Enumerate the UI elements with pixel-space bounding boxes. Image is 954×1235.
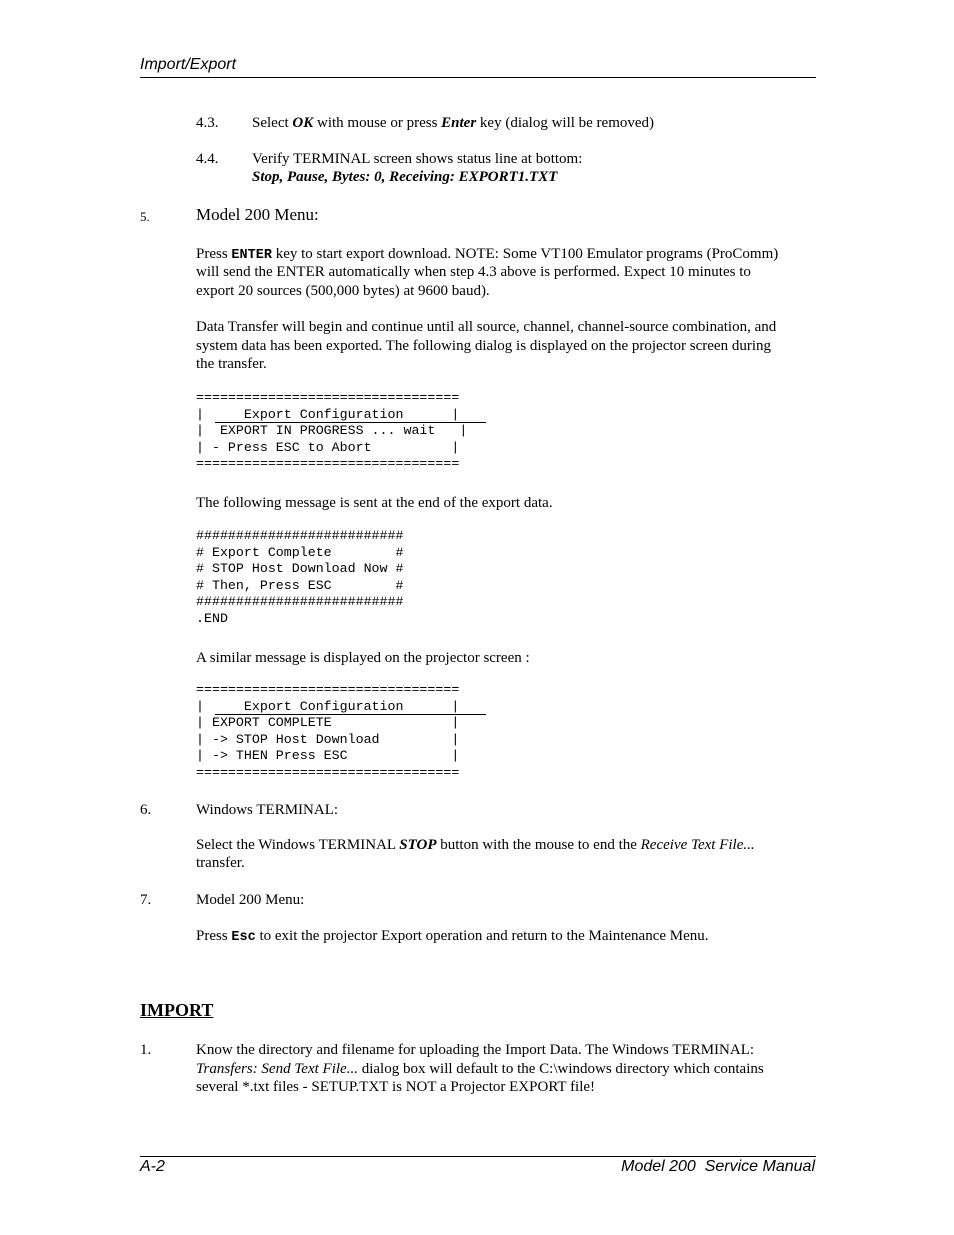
status-line-text: Stop, Pause, Bytes: 0, Receiving: EXPORT1.TXT — [252, 169, 558, 185]
message-line: ########################## — [196, 594, 404, 610]
enter-keyword: Enter — [441, 115, 477, 131]
dialog-line: ================================= — [196, 764, 460, 780]
paragraph-line: Know the directory and filename for uploading the Import Data. The Windows TERMINAL: — [196, 1042, 755, 1058]
page-header-title: Import/Export — [140, 56, 237, 73]
step-7-title: Model 200 Menu: — [196, 892, 305, 908]
header-rule — [140, 77, 816, 78]
step-number: 5. — [140, 209, 150, 224]
dialog-line: ================================= — [196, 390, 460, 405]
message-line: # Then, Press ESC # — [196, 577, 404, 593]
step-4-4-text: Verify TERMINAL screen shows status line at bottom: — [252, 151, 583, 167]
dialog-line: ================================= — [196, 456, 460, 472]
paragraph-line: Data Transfer will begin and continue until all source, channel, channel-source combination, and — [196, 319, 777, 335]
text-fragment: button with the mouse to end the — [436, 837, 641, 853]
text-fragment: key to start export download. NOTE: Some VT100 Emulator programs (ProComm) — [271, 246, 779, 262]
dialog-line: | Export Configuration | — [196, 698, 460, 714]
paragraph-line: the transfer. — [196, 356, 267, 372]
step-6-title: Windows TERMINAL: — [196, 802, 339, 818]
paragraph-line: several *.txt files - SETUP.TXT is NOT a Projector EXPORT file! — [196, 1079, 596, 1095]
text-fragment: to exit the projector Export operation and return to the Maintenance Menu. — [255, 928, 709, 944]
enter-key: ENTER — [231, 248, 272, 263]
page-number: A-2 — [140, 1158, 165, 1175]
dialog-line: | EXPORT COMPLETE | — [196, 715, 460, 731]
step-4-3-text — [252, 114, 654, 133]
step-5-title: Model 200 Menu: — [196, 205, 319, 224]
dialog-line: | -> STOP Host Download | — [196, 731, 460, 747]
dialog-title-underline — [215, 422, 486, 423]
export-complete-message — [196, 528, 403, 628]
receive-text-file-label: Receive Text File... — [640, 837, 755, 853]
manual-title: Model 200 Service Manual — [621, 1158, 815, 1175]
message-line: ########################## — [196, 528, 404, 543]
paragraph-line: The following message is sent at the end of the export data. — [196, 495, 553, 511]
paragraph-line: will send the ENTER automatically when step 4.3 above is performed. Expect 10 minutes to — [196, 264, 751, 280]
dialog-line: | -> THEN Press ESC | — [196, 748, 460, 764]
export-complete-dialog — [196, 682, 459, 782]
footer-rule — [140, 1156, 816, 1157]
paragraph-line: A similar message is displayed on the projector screen : — [196, 650, 530, 666]
message-line: .END — [196, 610, 228, 626]
paragraph-line — [196, 836, 755, 855]
dialog-line: | EXPORT IN PROGRESS ... wait | — [196, 423, 468, 439]
step-number: 4.4. — [196, 151, 219, 167]
esc-key: Esc — [231, 930, 256, 945]
message-line: # STOP Host Download Now # — [196, 561, 404, 577]
dialog-line: | - Press ESC to Abort | — [196, 439, 460, 455]
step-number: 6. — [140, 802, 152, 818]
message-line: # Export Complete # — [196, 544, 404, 560]
text-fragment: Press — [196, 928, 232, 944]
import-heading: IMPORT — [140, 1000, 214, 1020]
stop-keyword: STOP — [399, 837, 437, 853]
paragraph-line — [196, 1060, 764, 1079]
paragraph-line: export 20 sources (500,000 bytes) at 9600 baud). — [196, 283, 490, 299]
ok-keyword: OK — [292, 115, 314, 131]
text-fragment: Press — [196, 246, 232, 262]
export-progress-dialog — [196, 390, 467, 473]
paragraph-line: transfer. — [196, 855, 245, 871]
step-number: 4.3. — [196, 115, 219, 131]
paragraph-line — [196, 927, 709, 948]
text-fragment: Select the Windows TERMINAL — [196, 837, 400, 853]
paragraph-line: system data has been exported. The following dialog is displayed on the projector screen during — [196, 338, 771, 354]
text-fragment: key (dialog will be removed) — [476, 115, 655, 131]
dialog-title-underline — [215, 714, 486, 715]
dialog-line: | Export Configuration | — [196, 406, 460, 422]
step-number: 7. — [140, 892, 152, 908]
send-text-file-label: Transfers: Send Text File... — [196, 1061, 358, 1077]
dialog-line: ================================= — [196, 682, 460, 697]
step-number: 1. — [140, 1042, 152, 1058]
text-fragment: Select — [252, 115, 293, 131]
text-fragment: dialog box will default to the C:\windows directory which contains — [357, 1061, 764, 1077]
text-fragment: with mouse or press — [313, 115, 442, 131]
